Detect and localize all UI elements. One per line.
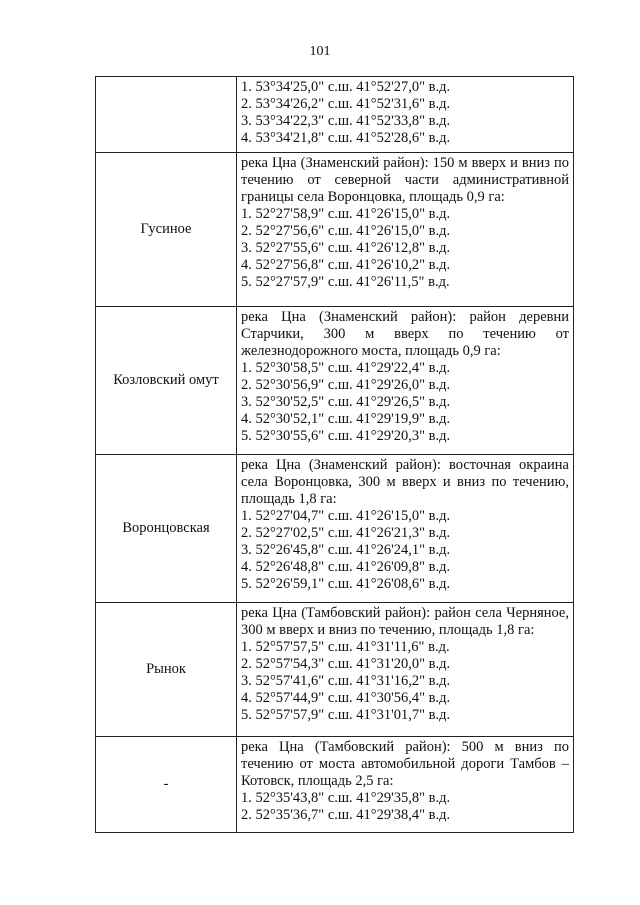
table-row — [96, 307, 574, 455]
page-number: 101 — [309, 44, 331, 59]
table-row — [96, 153, 574, 307]
table-row — [96, 455, 574, 603]
area-name: Воронцовская — [122, 519, 210, 536]
coordinate-line: 4. 52°26'48,8" с.ш. 41°26'09,8" в.д. — [241, 559, 451, 575]
coordinate-line: 4. 52°30'52,1" с.ш. 41°29'19,9" в.д. — [241, 411, 451, 427]
table-row — [96, 77, 574, 153]
table-row — [96, 737, 574, 833]
coordinate-line: 5. 52°57'57,9" с.ш. 41°31'01,7" в.д. — [241, 707, 451, 723]
coordinate-line: 5. 52°26'59,1" с.ш. 41°26'08,6" в.д. — [241, 576, 451, 592]
area-name: Рынок — [146, 660, 186, 677]
coordinate-line: 3. 52°27'55,6" с.ш. 41°26'12,8" в.д. — [241, 240, 451, 256]
coordinate-line: 4. 52°57'44,9" с.ш. 41°30'56,4" в.д. — [241, 690, 451, 706]
area-description-cell — [237, 153, 574, 307]
coordinate-line: 2. 53°34'26,2" с.ш. 41°52'31,6" в.д. — [241, 96, 451, 112]
area-description: река Цна (Тамбовский район): 500 м вниз по течению от моста автомобильной дороги Тамбов – Котовск, площадь 2,5 га: — [241, 739, 569, 789]
area-name-cell — [96, 77, 237, 153]
area-name: Гусиное — [140, 220, 192, 237]
coordinate-line: 3. 52°57'41,6" с.ш. 41°31'16,2" в.д. — [241, 673, 451, 689]
area-name-cell — [96, 737, 237, 833]
coordinate-line: 2. 52°30'56,9" с.ш. 41°29'26,0" в.д. — [241, 377, 451, 393]
area-description: река Цна (Тамбовский район): район села Черняное, 300 м вверх и вниз по течению, площадь 1,8 га: — [241, 605, 569, 638]
area-description: река Цна (Знаменский район): район деревни Старчики, 300 м вверх по течению от железнодорожного моста, площадь 0,9 га: — [241, 309, 569, 359]
coordinate-line: 5. 52°27'57,9" с.ш. 41°26'11,5" в.д. — [241, 274, 450, 290]
table-row — [96, 603, 574, 737]
coordinate-line: 1. 53°34'25,0" с.ш. 41°52'27,0" в.д. — [241, 79, 451, 95]
coordinate-line: 2. 52°27'56,6" с.ш. 41°26'15,0" в.д. — [241, 223, 451, 239]
coordinate-line: 1. 52°27'58,9" с.ш. 41°26'15,0" в.д. — [241, 206, 451, 222]
area-name: Козловский омут — [113, 371, 219, 388]
coordinate-line: 4. 53°34'21,8" с.ш. 41°52'28,6" в.д. — [241, 130, 451, 146]
area-description-cell — [237, 737, 574, 833]
area-name-cell — [96, 455, 237, 603]
fishing-areas-table — [95, 76, 574, 833]
coordinate-line: 1. 52°27'04,7" с.ш. 41°26'15,0" в.д. — [241, 508, 451, 524]
area-description-cell — [237, 455, 574, 603]
coordinate-line: 1. 52°30'58,5" с.ш. 41°29'22,4" в.д. — [241, 360, 451, 376]
area-description: река Цна (Знаменский район): восточная окраина села Воронцовка, 300 м вверх и вниз по течению, площадь 1,8 га: — [241, 457, 569, 507]
area-name-cell — [96, 307, 237, 455]
coordinate-line: 1. 52°35'43,8" с.ш. 41°29'35,8" в.д. — [241, 790, 451, 806]
coordinate-line: 5. 52°30'55,6" с.ш. 41°29'20,3" в.д. — [241, 428, 451, 444]
coordinate-line: 2. 52°57'54,3" с.ш. 41°31'20,0" в.д. — [241, 656, 451, 672]
coordinate-line: 2. 52°35'36,7" с.ш. 41°29'38,4" в.д. — [241, 807, 451, 823]
coordinate-line: 4. 52°27'56,8" с.ш. 41°26'10,2" в.д. — [241, 257, 451, 273]
coordinate-line: 3. 53°34'22,3" с.ш. 41°52'33,8" в.д. — [241, 113, 451, 129]
area-name: - — [163, 775, 169, 792]
coordinate-line: 1. 52°57'57,5" с.ш. 41°31'11,6" в.д. — [241, 639, 450, 655]
area-name-cell — [96, 603, 237, 737]
area-description-cell — [237, 307, 574, 455]
coordinate-line: 3. 52°30'52,5" с.ш. 41°29'26,5" в.д. — [241, 394, 451, 410]
coordinate-line: 3. 52°26'45,8" с.ш. 41°26'24,1" в.д. — [241, 542, 451, 558]
coordinate-line: 2. 52°27'02,5" с.ш. 41°26'21,3" в.д. — [241, 525, 451, 541]
area-description-cell — [237, 603, 574, 737]
area-description-cell — [237, 77, 574, 153]
area-name-cell — [96, 153, 237, 307]
area-description: река Цна (Знаменский район): 150 м вверх и вниз по течению от северной части административной границы села Воронцовка, площадь 0,9 га: — [241, 155, 569, 205]
